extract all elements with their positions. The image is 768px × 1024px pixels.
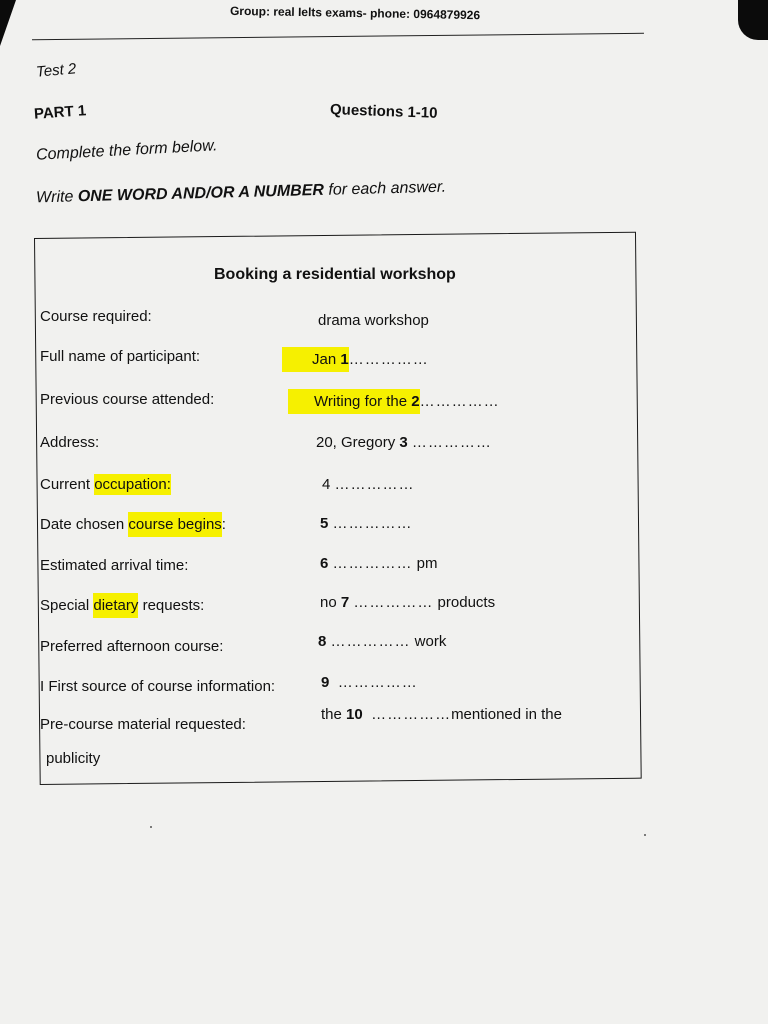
- form-answer-4: 4 ……………: [322, 476, 415, 493]
- form-answer-1: Jan 1……………: [282, 351, 429, 368]
- instruction-complete-form: Complete the form below.: [35, 137, 218, 164]
- form-answer-3: 20, Gregory 3 ……………: [316, 434, 492, 451]
- form-label-afternoon-course: Preferred afternoon course:: [40, 638, 224, 655]
- form-label-full-name: Full name of participant:: [40, 348, 201, 365]
- test-label: Test 2: [35, 60, 77, 81]
- scan-corner-shadow-right: [738, 0, 768, 40]
- form-answer-9: 9 ……………: [321, 674, 418, 691]
- form-answer-6: 6 …………… pm: [320, 555, 438, 572]
- form-answer-10: the 10 ……………mentioned in the: [321, 706, 562, 723]
- scan-corner-shadow-left: [0, 0, 16, 46]
- form-label-previous-course: Previous course attended:: [40, 391, 215, 408]
- form-label-arrival-time: Estimated arrival time:: [40, 557, 189, 574]
- scan-speck: [150, 826, 152, 828]
- form-answer-7: no 7 …………… products: [320, 594, 496, 611]
- form-value-course-required: drama workshop: [318, 312, 429, 329]
- part-label: PART 1: [33, 102, 87, 123]
- form-label-course-required: Course required:: [40, 308, 152, 325]
- form-answer-2: Writing for the 2……………: [288, 393, 500, 410]
- form-label-address: Address:: [40, 434, 100, 451]
- scan-speck: [644, 834, 646, 836]
- header-divider: [32, 33, 644, 40]
- form-continuation-publicity: publicity: [46, 750, 101, 767]
- form-answer-8: 8 …………… work: [318, 633, 447, 650]
- questions-label: Questions 1-10: [329, 101, 438, 122]
- form-label-pre-course-material: Pre-course material requested:: [40, 716, 246, 733]
- form-label-dietary: Special dietary requests:: [40, 597, 204, 614]
- form-label-first-source: I First source of course information:: [40, 678, 276, 695]
- form-label-occupation: Current occupation:: [40, 476, 171, 493]
- form-answer-5: 5 ……………: [320, 515, 413, 532]
- instruction-word-limit: Write ONE WORD AND/OR A NUMBER for each answer.: [35, 178, 447, 207]
- form-label-date-chosen: Date chosen course begins:: [40, 516, 226, 533]
- header-group-line: Group: real Ielts exams- phone: 0964879926: [229, 3, 481, 23]
- form-title: Booking a residential workshop: [214, 266, 456, 283]
